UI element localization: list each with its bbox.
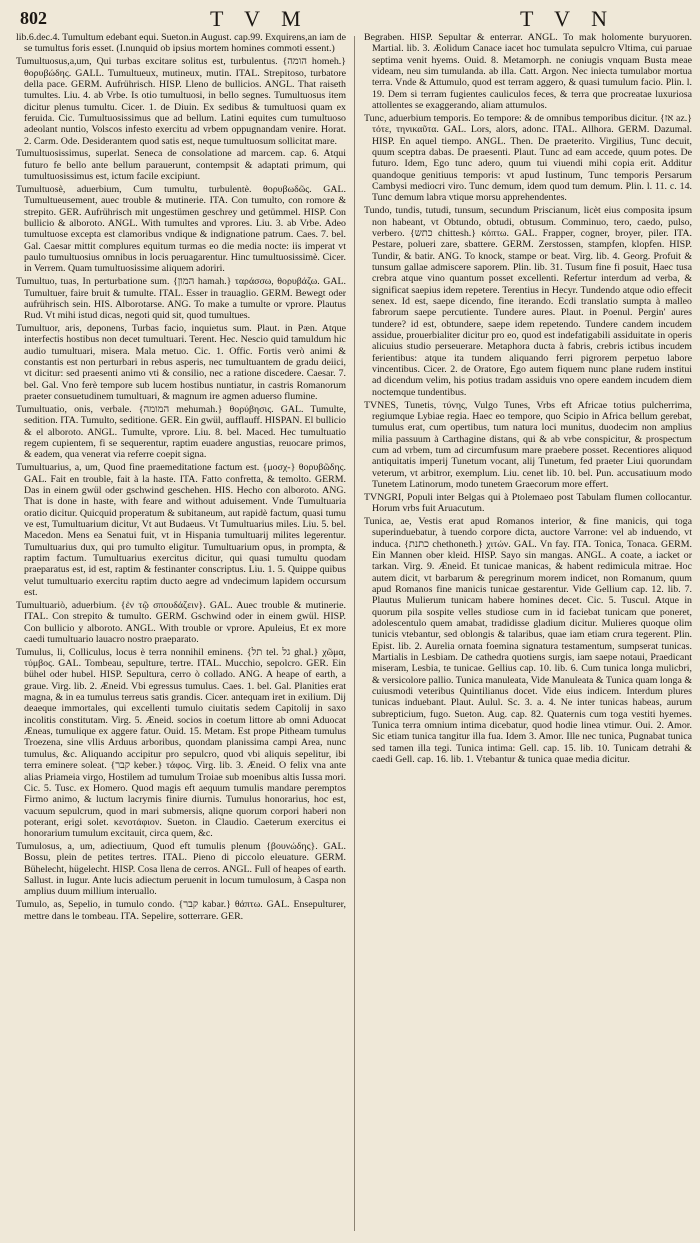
dictionary-entry: lib.6.dec.4. Tumultum edebant equi. Sueton.in August. cap.99. Exquirens,an iam de se tumultus foris esset. (I.nunquid ob ipsius mortem homines commoti essent.) [16,32,346,55]
column-rule [354,36,355,1231]
dictionary-entry: Tumultuor, aris, deponens, Turbas facio, inquietus sum. Plaut. in Pæn. Atque interfectis hostibus non decet tumultuari. Terent. Hec. Nescio quid tamuldum hic audio tumultuari, misera. Mala metuo. Cic. 1. Offic. Fortis verò animi & constantis est non perturbari in rebus asperis, nec tumultuantem de gradu deiici, vt dicitur: sed praesenti animo vti & consilio, nec a ratione discedere. Caesar. 7. bel. Gal. Vno ferè tempore sub lucem hostibus nuntiatur, in castris Romanorum praeter consuetudinem tumultuari, & magnum ire agmen aduerso flumine. [16,323,346,403]
dictionary-entry: Tumulus, li, Colliculus, locus è terra nonnihil eminens. {תל tel. גל ghal.} χῶμα, τύμβος. GAL. Tombeau, sepulture, tertre. ITAL. Mucchio, sepolcro. GER. Ein bühel oder hubel. HISP. Sepultura, cerro ò collado. ANG. A heape of earth, a graue. Virg. lib. 2. Æneid. Vbi egressus tumulus. Caes. 1. bel. Gal. Planities erat magna, & in ea tumulus terreus satis grandis. Cicer. antequam iret in exilium. Dij deaeque immortales, qui excellenti tumulo ciuitatis sedem Capitolij in saxo incolitis constitutam. Virg. 5. Æneid. socios in coetum littore ab omni Aduocat Æneas, tumulique ex aggere fatur. Ouid. 15. Metam. Est prope Pitheam tumulus Troezena, sine vllis Arduus arboribus, quondam planissima campi Area, nunc tumulus, &c. Aliquando accipitur pro sepulcro, quod vbi aliquis sepelitur, ibi terra eminere soleat. {קבר keber.} τάφος. Virg. lib. 3. Æneid. O felix vna ante alias Priameia virgo, Hostilem ad tumulum Troiae sub moenibus altis Iussa mori. Cic. 5. Tusc. ex Homero. Quod magis eft aequum tumulis mandare peremptos Firmo animo, & luctum lacrymis finire diurnis. Tumulus honorarius, hoc est, vacuum sepulcrum, quod in mari submersis, aliqne quorum corpori haberi non poterant, erigi solet. κενοτάφιον. Sueton. in Claudio. Caeterum exercitus ei honorarium tumulum excitauit, circa quem, &c. [16,646,346,840]
left-column [16,32,346,1232]
dictionary-entry: Tumultuarius, a, um, Quod fine praemeditatione factum est. {μοσχ-} θορυβῶδης. GAL. Fait en trouble, fait à la haste. ITA. Fatto confretta, & temolto. GERM. Das in einem gwül oder gschwind geschehen. HIS. Hecho con alboroto. ANG. That is done in haste, with feare and without aduisement. Vnde Tumultuaria oratio dicitur. Quicquid properatum & subitaneum, aut rapidè factum, quasi tumu ve est, Tumultuarium dicitur, Vt aut Budaeus. Vt Tumultuarius miles. Liu. 5. bel. Macedon. Mens ea Senatui fuit, vt in Hispania tumultuarij milites legerentur. Tumultuarius dux, qui pro tumulto eligitur. Tumultuarium opus, in prompta, & raptim factum. Tumultuarius exercitus dicitur, qui quasi tumultu quodam praeparatus est, id est, raptim & festinanter conscriptus. Liu. 1. 5. Quippe quibus velut tumultuario exercitu raptim ducto aegre ad vndecimum lapidem occursum est. [16,462,346,598]
dictionary-entry: Tumultuatio, onis, verbale. {המומה mehumah.} θορύβησις. GAL. Tumulte, sedition. ITA. Tumulto, seditione. GER. Ein gwül, aufflauff. HISPAN. El bullicio & el alboroto. ANGL. Tumulte, vprore. Liu. 8. bel. Maced. Hec tumultuatio regem cupientem, fi se sequerentur, raptim euadere angustias, reuocare primos, & eadem, qua venerat via referre coepit signa. [16,404,346,461]
dictionary-entry: Tumultuosè, aduerbium, Cum tumultu, turbulentè. θορυβωδῶς. GAL. Tumultueusement, auec trouble & mutinerie. ITA. Con tumulto, con romore & strepito. GER. Aufrührisch mit ungestümen geschrey und getümmel. HISP. Con bullicio & alboroto. ANGL. With tumultes and vprores. Liu. 3. ab Vrbe. Adeo tumultuose excepta est clamoribus vndique & indignatione patrum. Caes. 7. bel. Gal. Caesar mittit complures equitum turmas eo die media nocte: iis imperat vt paulo tumultuosius omnibus in locis peruagarentur. Hinc tumultuosissimè. Cicer. in Verrem. Quam tumultuosissime aliquem adoriri. [16,183,346,275]
dictionary-entry: Tunica, ae, Vestis erat apud Romanos interior, & fine manicis, qui toga superinduebatur, à tuendo corpore dicta, auctore Varrone: vel ab induendo, vt induca. {כתנת chethoneth.} χιτών. GAL. Vn fay. ITA. Tonica, Tonaca. GERM. Ein Mannen ober kleid. HISP. Sayo sin mangas. ANGL. A coate, a iacket or tarkan. Virg. 9. Æneid. Et tunicae manicas, & habent redimicula mitrae. Hoc autem dicit, vt barbarum & peregrinum morem indicet, non Romanum, quum apud Romanos fine manicis tunicae gestarentur. Vide Gellium cap. 12. lib. 7. Plautus Mulierum tunicam habere homines decet. Cic. 5. Tuscul. Atque in quorum pila sospite velles studiose cum in id faciebat tunicam que poneret, adolescentulo quem amabat, tradidisse gladium dicitur. Mulieres quoque olim tunicis vtebantur, sed oblongis & talaribus, quae iam etiam crura tegerent. Plin. Epist. lib. 2. Aurelia ornata foemina signatura testamentum, sumpserat tunicas. Martialis in Lesbiam. De cathedra quotiens surgis, iam saepe notaui, Praedicant miseram, Lesbia, te tunicae. Gellius cap. 10. lib. 6. Cum tunica longa mulicbri, & versicolore pallio. Tunica manuleata, Vide Manuleata & Tunica quam longa & cuiusmodi veteribus Quintilianus docet. Vide eius indicem. Interdum plures tunicas induebant. Plaut. Aulul. Sc. 3. a. 4. Ne inter tunicas habeas, aurum subrepticium, fugo. Sueton. Aug. cap. 82. Quaternis cum toga vestiti hyemes. Tunica terra omnium intima dicebatur, quod hodie linea vtimur. Oui. 2. Amor. Sic etiam tunica tangitur illa fua. Idem 3. Amor. Ille nec tunica, Pugnabat tunica sed tamen illa tegi. Tunica intima: Gell. cap. 15. lib. 10. Tunicam detrahi & caedi Gell. cap. 16. lib. 1. Vtebantur & tunica quae media dicitur. [364,515,692,766]
dictionary-entry: Tumulosus, a, um, adiectiuum, Quod eft tumulis plenum {βουνώδης}. GAL. Bossu, plein de petites tertres. ITAL. Pieno di piccolo eleuature. GERM. Bühelecht, hügelecht. HISP. Cosa llena de cerros. ANGL. Full of heapes of earth. Sallust. in Iugur. Ante lucis adiectum peruenit in locum tumulosum, à Caspa non amplius duum millium interuallo. [16,841,346,898]
running-head-right: T V N [520,6,616,31]
dictionary-entry: Tumultuosus,a,um, Qui turbas excitare solitus est, turbulentus. {הומה homeh.} θορυβώδης. GALL. Tumultueux, mutineux, mutin. ITAL. Strepitoso, turbatore della pace. GERM. Aufrührisch. HISP. Lleno de bullicios. ANGL. That raiseth tumultes. Liu. 4. ab Vrbe. Is otio tumultuosi, in bello segnes. Tumultuosus item dicitur plenus tumultu. Cicer. 1. de Diuin. Ex sedibus & tumultuosi quam ex feruida. Cic. Tumultuosissimus que ad bellum. Latini equites cum tumultuoso adeolant nuntio, Volscos infesto exercitu ad vrbem oppugnandam venire. Horat. 2. Carm. Ode. Desiderantem quod satis est, neque tumultuosum sollicitat mare. [16,56,346,147]
dictionary-entry: Tumultuo, tuas, In perturbatione sum. {המון hamah.} ταράσσω, θορυβάζω. GAL. Tumultuer, faire bruit & tumulte. ITAL. Esser in trauaglio. GERM. Bewegt oder aufrührisch sein. HIS. Alborotarse. ANG. To make a tumulte or vprore. Plautus Rud. Vt mihi istud dicas, negoti quid sit, quod tumultues. [16,276,346,322]
dictionary-entry: Begraben. HISP. Sepultar & enterrar. ANGL. To mak holomente buryuoren. Martial. lib. 3. Æolidum Canace iacet hoc tumulata sepulcro Vltima, cui paruae septima venit hyems. Ouid. 8. Metamorph. ne coniugis vnquam Busta meae videam, neu sim tumulanda. ab illa. Catt. Argon. Nec iniecta tumulabor mortua terra. Vnde & Attumulo, quod est terram aggero, & quasi tumulum facio. Plin. l. 19. Dem si terram fugientes cauliculos feces, & terra que procreatae luxuriosa attollentes se exaggerando, aliam attumulos. [364,32,692,112]
dictionary-entry: TVNGRI, Populi inter Belgas qui à Ptolemaeo post Tabulam flumen collocantur. Horum vrbs fuit Aruacutum. [364,491,692,515]
dictionary-entry: TVNES, Tunetis, τύνης, Vulgo Tunes, Vrbs eft Africae totius pulcherrima, regiumque Lybiae regia. Haec eo tempore, quo Scipio in Africa bellum gerebat, tumulus erat, cum opertibus, tum natura loci munitus, duodecim non amplius milia passuum à Carthagine distans, qui & ab vrbe conspicitur, & prospectum cum ad vrbem, tum ad circumfusum mare praebere posset. Recentiores aliquod antiquitatis imperij Tunetum vocant, alij Tunetum, fed praeter Liui quorundam veterum, vt arbitror, exemplum. Liu. cenet lib. 10. bel. Pun. accusatiuum modo Tunetem Latinorum, modo tunetem Graecorum more effert. [364,399,692,490]
dictionary-entry: Tumultuariò, aduerbium. {ἐν τῷ σπουδάζειν}. GAL. Auec trouble & mutinerie. ITAL. Con strepito & tumulto. GERM. Gschwind oder in einem gwül. HISP. Con bullicio y alboroto. ANGL. With trouble or vprore. Apuleius, Et ex more caedi tumultuario lauacro nostro praeparato. [16,599,346,645]
right-column [364,32,692,1232]
dictionary-entry: Tunc, aduerbium temporis. Eo tempore: & de omnibus temporibus dicitur. {אז az.} τότε, τηνικαῦτα. GAL. Lors, alors, adonc. ITAL. Allhora. GERM. Dazumal. HISP. En aquel tiempo. ANGL. Then. De praeterito. Virgilius, Tunc decuit, quum sceptra dabas. De praesenti. Plaut. Tunc ad eam accede, quum potes. De futuro. Idem, Ego tunc adero, quum tui viuendi mihi copia erit. Additur quandoque genitiuus temporis: vt apud Iustinum, Tunc temporis Persarum Cambysi mediocri viro. Tunc demum, idem quod tum demum. Plin. l. 11. c. 14. Tunc demum labra vtique morsu apprehendentes. [364,112,692,204]
dictionary-entry: Tundo, tundis, tutudi, tunsum, secundum Priscianum, licèt eius composita ipsum non habeant, vt Obtundo, obtudi, obtusum. Comminuo, tero, caedo, pulso, verbero. {כתש chittesh.} κόπτω. GAL. Frapper, cogner, broyer, piler. ITA. Pestare, polueri zare, sbattere. GERM. Zerstossen, stampfen, klopfen. HISP. Tundir, & batir. ANG. To knock, stampe or beat. Virg. lib. 4. Georg. Profuit & tunsum gallae admiscere saporem. Plin. lib. 31. Tusum fine fi posuit, Haec tusa crebra atque vino quantum posset excellenti. Refertur interdum ad verba, & significat saepius idem repetere. Terentius in Hecyr. Tundendo atque odio effecit senex. Id est, saepe dicendo, fine iterando. Ecdi translatio sumpta à malleo fabrorum saepe percutiente. Tundere aures. Plaut. in Poenul. Pergin' aures tundere? id est, obtundere, saepe idem repetendo. Tundere candem incudem assidue, prouerbialiter dicitur pro eo, quod est indefatigabili assiduitate in operis alicuius studio perseuerare. Metaphora ducta à fabris, crebris ictibus incudem ferientibus: atque ita tundem aliquando ferri pigrorem perpetuo labore vincentibus. Cicer. 2. de Oratore, Ego autem fiquem nunc plane rudem institui ad dicendum velim, his potius tradam assiduis vno opere eandem incudem diem noctemque tundentibus. [364,205,692,398]
page-number: 802 [20,8,47,28]
running-head-left: T V M [210,6,309,31]
dictionary-entry: Tumultuosissimus, superlat. Seneca de consolatione ad marcem. cap. 6. Atqui futuro fe bello ante bellum parauerunt, contempsit & adaptati primum, qui tumultuosissimus est, ictum facile excipiunt. [16,148,346,183]
running-header [0,4,700,34]
dictionary-entry: Tumulo, as, Sepelio, in tumulo condo. {קבר kabar.} θάπτω. GAL. Ensepulturer, mettre dans le tombeau. ITA. Sepelire, sotterrare. GER. [16,899,346,922]
